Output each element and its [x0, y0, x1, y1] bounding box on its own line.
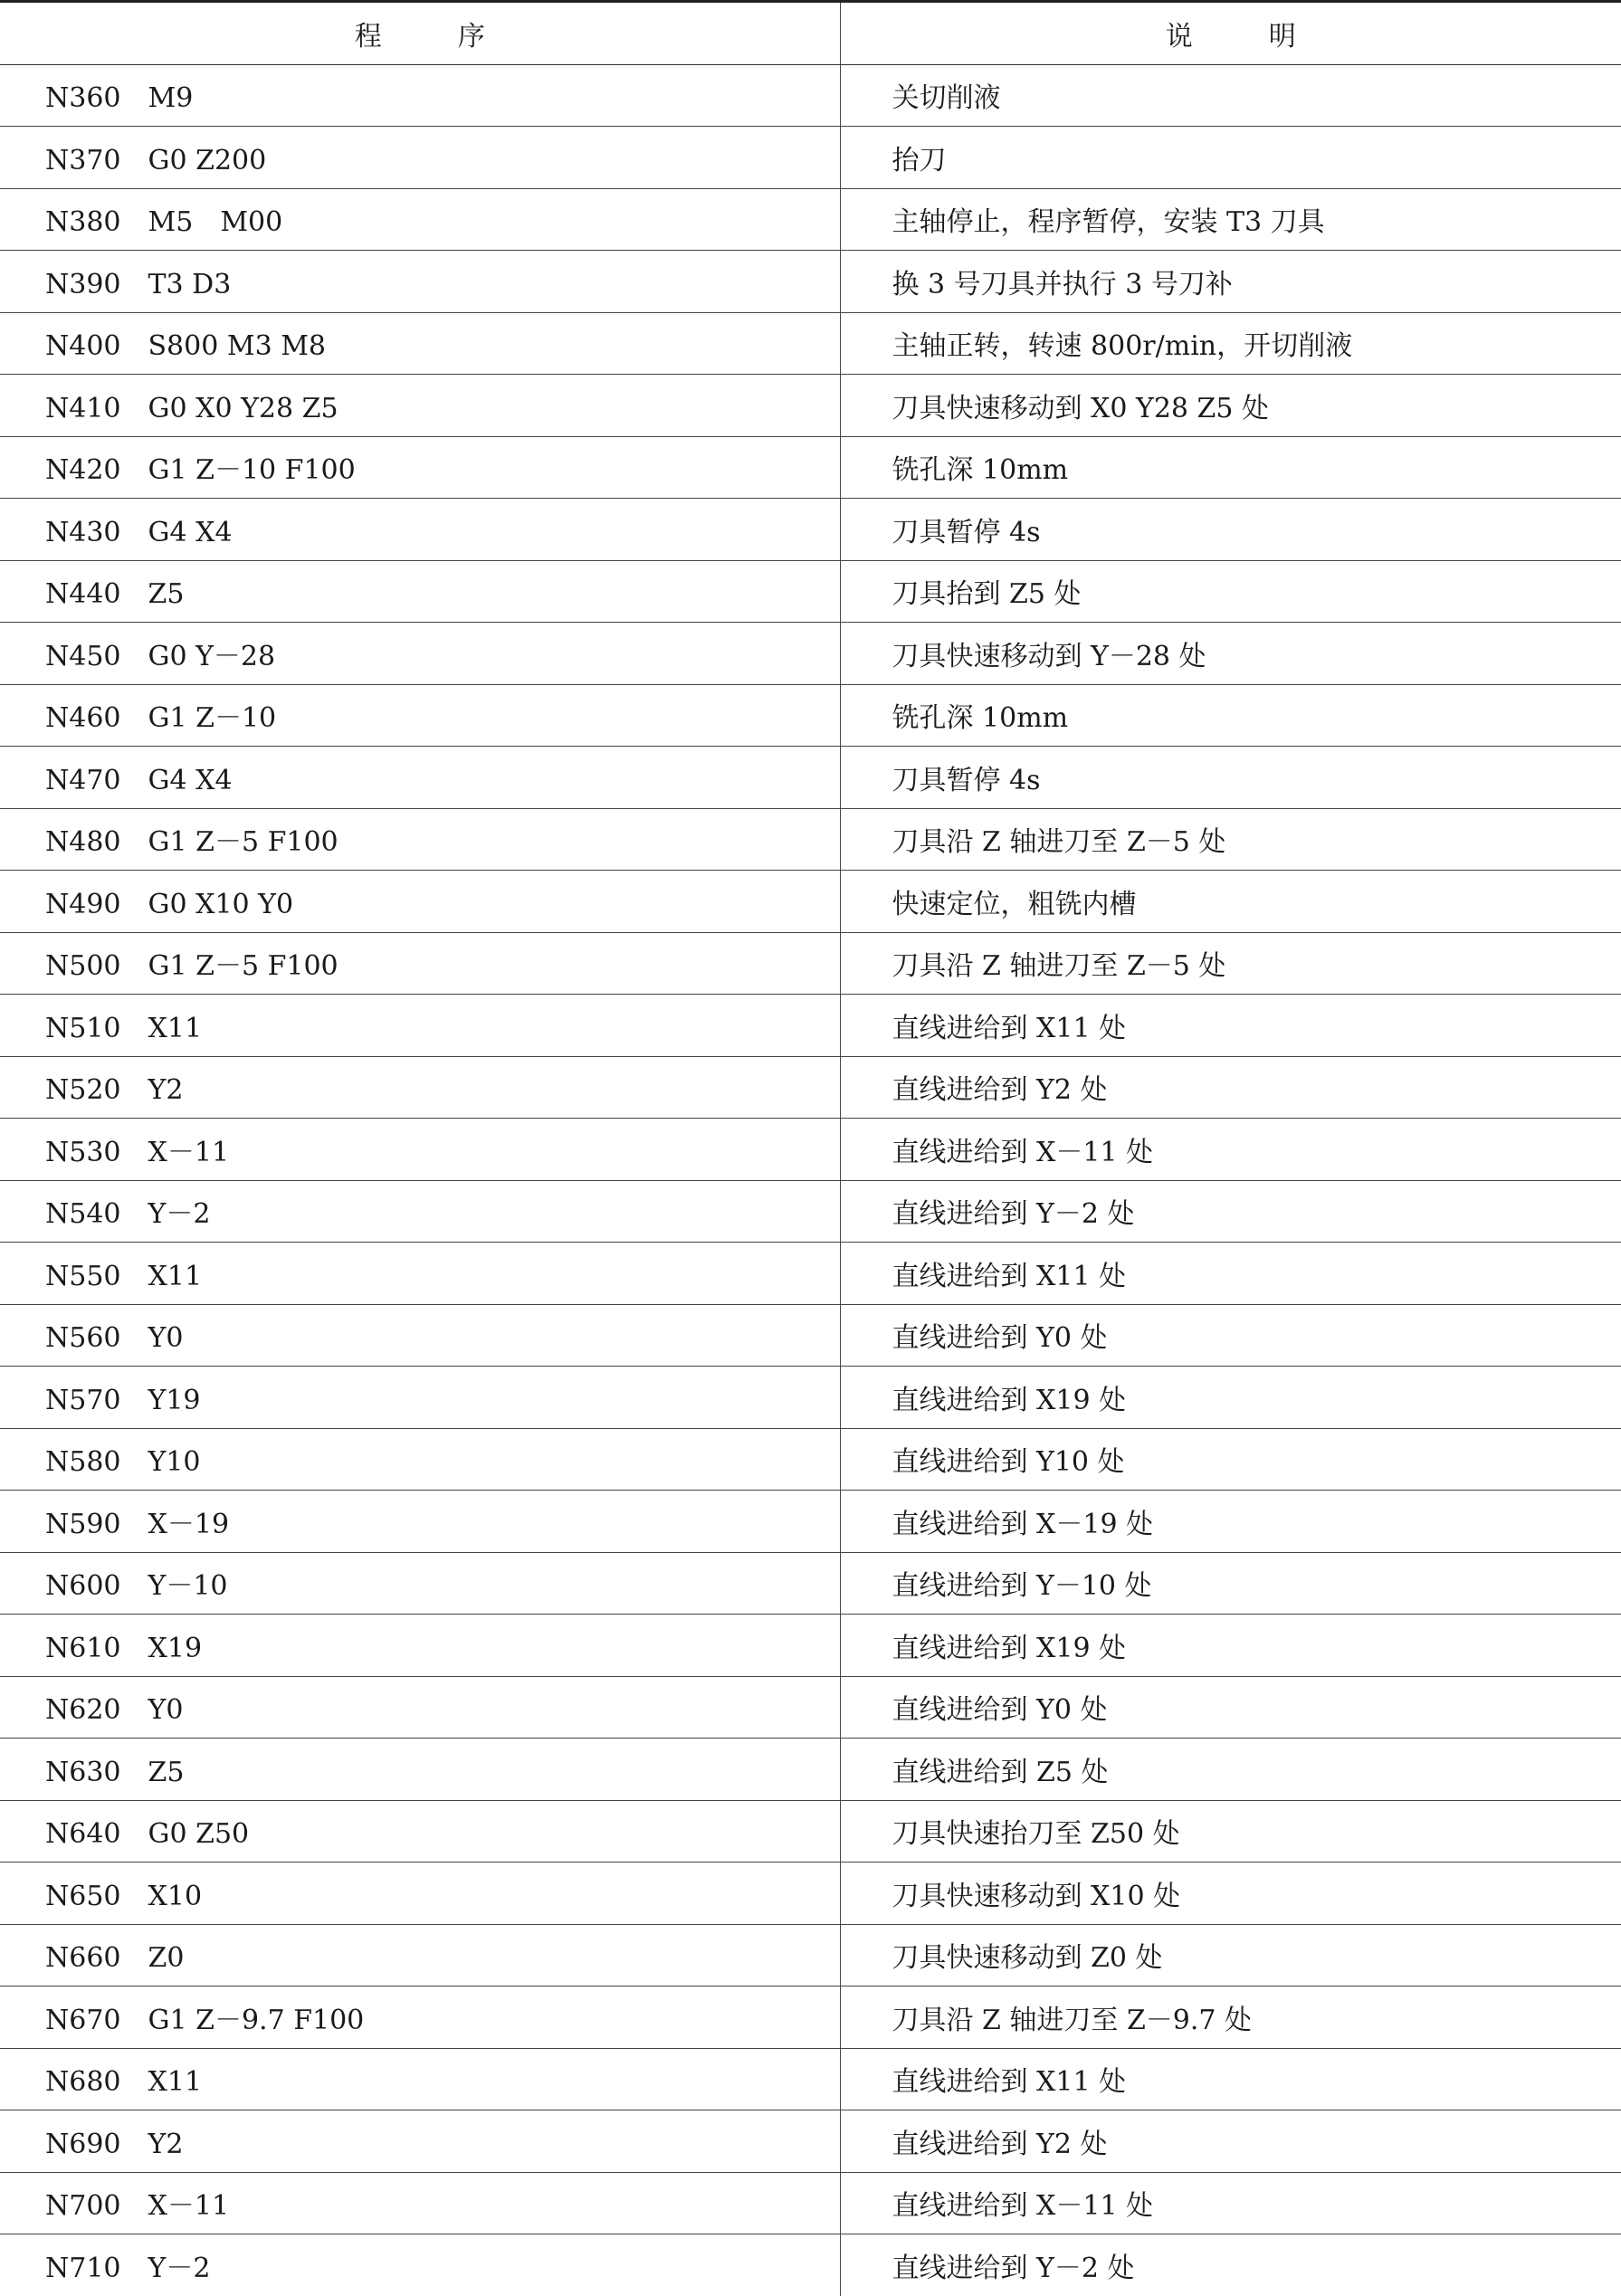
program-cell: N370 G0 Z200 [0, 127, 840, 189]
table-row [0, 375, 1621, 437]
description-cell: 主轴停止，程序暂停，安装 T3 刀具 [840, 188, 1621, 251]
table-row [0, 1924, 1621, 1986]
description-cell: 直线进给到 Y－2 处 [840, 1180, 1621, 1243]
table-row [0, 932, 1621, 995]
table-row [0, 995, 1621, 1057]
description-cell: 刀具快速移动到 Z0 处 [840, 1924, 1621, 1986]
table-row [0, 188, 1621, 251]
table-row [0, 1800, 1621, 1863]
header-description: 说 明 [840, 2, 1621, 65]
description-cell: 直线进给到 Z5 处 [840, 1739, 1621, 1801]
description-cell: 铣孔深 10mm [840, 684, 1621, 747]
table-row [0, 2048, 1621, 2110]
program-cell: N540 Y－2 [0, 1180, 840, 1243]
program-cell: N690 Y2 [0, 2110, 840, 2173]
description-cell: 刀具沿 Z 轴进刀至 Z－5 处 [840, 932, 1621, 995]
description-cell: 刀具暂停 4s [840, 747, 1621, 809]
description-cell: 刀具抬到 Z5 处 [840, 560, 1621, 623]
program-cell: N430 G4 X4 [0, 499, 840, 561]
table-row [0, 312, 1621, 375]
program-cell: N420 G1 Z－10 F100 [0, 436, 840, 499]
program-cell: N630 Z5 [0, 1739, 840, 1801]
description-cell: 直线进给到 X11 处 [840, 2048, 1621, 2110]
table-row [0, 808, 1621, 871]
table-row [0, 251, 1621, 313]
program-cell: N610 X19 [0, 1615, 840, 1677]
table-row [0, 1180, 1621, 1243]
description-cell: 抬刀 [840, 127, 1621, 189]
description-cell: 直线进给到 X－11 处 [840, 2172, 1621, 2234]
program-cell: N520 Y2 [0, 1056, 840, 1119]
program-cell: N640 G0 Z50 [0, 1800, 840, 1863]
program-cell: N510 X11 [0, 995, 840, 1057]
description-cell: 刀具沿 Z 轴进刀至 Z－9.7 处 [840, 1986, 1621, 2049]
program-cell: N710 Y－2 [0, 2234, 840, 2296]
description-cell: 直线进给到 X11 处 [840, 995, 1621, 1057]
description-cell: 刀具快速移动到 X0 Y28 Z5 处 [840, 375, 1621, 437]
description-cell: 直线进给到 Y10 处 [840, 1428, 1621, 1491]
program-cell: N360 M9 [0, 64, 840, 127]
program-cell: N650 X10 [0, 1863, 840, 1925]
program-cell: N680 X11 [0, 2048, 840, 2110]
table-row [0, 1986, 1621, 2049]
table-row [0, 684, 1621, 747]
description-cell: 主轴正转，转速 800r/min，开切削液 [840, 312, 1621, 375]
table-row [0, 623, 1621, 685]
description-cell: 直线进给到 Y－10 处 [840, 1552, 1621, 1615]
table-row [0, 747, 1621, 809]
description-cell: 刀具快速移动到 Y－28 处 [840, 623, 1621, 685]
description-cell: 直线进给到 X－11 处 [840, 1119, 1621, 1181]
description-cell: 直线进给到 Y0 处 [840, 1304, 1621, 1367]
program-cell: N700 X－11 [0, 2172, 840, 2234]
program-cell: N470 G4 X4 [0, 747, 840, 809]
header-row [0, 2, 1621, 65]
description-cell: 直线进给到 X19 处 [840, 1615, 1621, 1677]
table-row [0, 1552, 1621, 1615]
program-cell: N500 G1 Z－5 F100 [0, 932, 840, 995]
table-row [0, 1491, 1621, 1553]
program-cell: N580 Y10 [0, 1428, 840, 1491]
program-cell: N600 Y－10 [0, 1552, 840, 1615]
program-cell: N480 G1 Z－5 F100 [0, 808, 840, 871]
table-body [0, 64, 1621, 2296]
program-cell: N570 Y19 [0, 1367, 840, 1429]
table-row [0, 127, 1621, 189]
program-cell: N450 G0 Y－28 [0, 623, 840, 685]
table-row [0, 1243, 1621, 1305]
program-cell: N410 G0 X0 Y28 Z5 [0, 375, 840, 437]
description-cell: 直线进给到 X11 处 [840, 1243, 1621, 1305]
table-row [0, 1304, 1621, 1367]
table-row [0, 560, 1621, 623]
table-row [0, 1428, 1621, 1491]
description-cell: 铣孔深 10mm [840, 436, 1621, 499]
description-cell: 换 3 号刀具并执行 3 号刀补 [840, 251, 1621, 313]
description-cell: 快速定位，粗铣内槽 [840, 871, 1621, 933]
table-row [0, 1056, 1621, 1119]
description-cell: 刀具沿 Z 轴进刀至 Z－5 处 [840, 808, 1621, 871]
description-cell: 刀具暂停 4s [840, 499, 1621, 561]
program-cell: N400 S800 M3 M8 [0, 312, 840, 375]
table-row [0, 499, 1621, 561]
table-row [0, 1863, 1621, 1925]
header-program: 程 序 [0, 2, 840, 65]
description-cell: 刀具快速抬刀至 Z50 处 [840, 1800, 1621, 1863]
table-row [0, 871, 1621, 933]
table-row [0, 2172, 1621, 2234]
table-row [0, 2110, 1621, 2173]
description-cell: 直线进给到 Y2 处 [840, 2110, 1621, 2173]
program-cell: N620 Y0 [0, 1676, 840, 1739]
program-cell: N380 M5 M00 [0, 188, 840, 251]
description-cell: 关切削液 [840, 64, 1621, 127]
table-row [0, 1676, 1621, 1739]
description-cell: 直线进给到 Y0 处 [840, 1676, 1621, 1739]
program-cell: N590 X－19 [0, 1491, 840, 1553]
program-cell: N560 Y0 [0, 1304, 840, 1367]
program-cell: N460 G1 Z－10 [0, 684, 840, 747]
program-cell: N390 T3 D3 [0, 251, 840, 313]
table-row [0, 436, 1621, 499]
description-cell: 直线进给到 X19 处 [840, 1367, 1621, 1429]
table-row [0, 1119, 1621, 1181]
program-cell: N530 X－11 [0, 1119, 840, 1181]
program-cell: N660 Z0 [0, 1924, 840, 1986]
table-row [0, 64, 1621, 127]
description-cell: 直线进给到 X－19 处 [840, 1491, 1621, 1553]
table-row [0, 2234, 1621, 2296]
table-row [0, 1615, 1621, 1677]
program-cell: N550 X11 [0, 1243, 840, 1305]
program-cell: N490 G0 X10 Y0 [0, 871, 840, 933]
program-cell: N440 Z5 [0, 560, 840, 623]
description-cell: 直线进给到 Y2 处 [840, 1056, 1621, 1119]
description-cell: 刀具快速移动到 X10 处 [840, 1863, 1621, 1925]
table-row [0, 1367, 1621, 1429]
table-row [0, 1739, 1621, 1801]
description-cell: 直线进给到 Y－2 处 [892, 2252, 1135, 2284]
program-cell: N670 G1 Z－9.7 F100 [0, 1986, 840, 2049]
